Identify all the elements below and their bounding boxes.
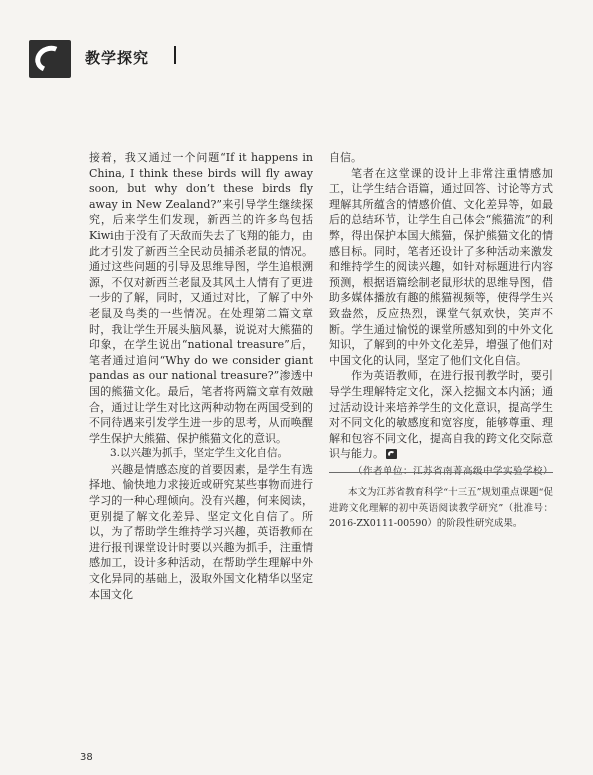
right-paragraph-2-text: 作为英语教师，在进行报刊教学时，要引导学生理解特定文化，深入挖掘文本内涵；通过活动设计来培养学生的文化意识，提高学生对不同文化的敏感度和宽容度，能够尊重、理解和包容不同文化，提高自我的跨文化交际意识与能力。 [329,369,553,461]
subheading-3: 3.以兴趣为抓手，坚定学生文化自信。 [110,447,289,460]
left-paragraph-1: 接着，我又通过一个问题“If it happens in China, I think these birds will fly away soon, but why don’t these birds fly away in New Zealand?”来引导学生继续探究，后来学生们发现，新西兰的许多鸟包括Kiwi由于没有了天敌而失去了飞翔的能力，由此才引发了新西兰全民动员捕杀老鼠的情况。通过这些问题的引导及思维导图，学生追根溯源，不仅对新西兰老鼠及其风土人情有了更进一步的了解，同时，又通过对比，了解了中外老鼠及鸟类的一些情况。在处理第二篇文章时，我让学生开展头脑风暴，说说对大熊猫的印象，在学生说出“national treasure”后，笔者通过追问“Why do we consider giant pandas as our national treasure?”渗透中国的熊猫文化。最后，笔者将两篇文章有效融合，通过让学生对比这两种动物在两国受到的不同待遇来引发学生进一步的思考，从而唤醒学生保护大熊猫、保护熊猫文化的意识。 [89,151,313,445]
right-paragraph-1: 笔者在这堂课的设计上非常注重情感加工，让学生结合语篇，通过回答、讨论等方式理解其所蕴含的情感价值、文化差异等，如最后的总结环节，让学生自己体会“熊猫流”的利弊，得出保护本国大熊猫，保护熊猫文化的情感目标。同时，笔者还设计了多种活动来激发和维持学生的阅读兴趣，如针对标题进行内容预测，根据语篇绘制老鼠形状的思维导图，借助多媒体播放有趣的熊猫视频等，使得学生兴致盎然，反应热烈，课堂气氛欢快，笑声不断。学生通过愉悦的课堂所感知到的中外文化知识，了解到的中外文化差异，增强了他们对中国文化的认同，坚定了他们文化自信。 [329,166,553,367]
right-column [329,150,553,479]
journal-logo-icon [29,40,71,78]
left-column [89,150,313,602]
right-paragraph-2 [329,368,553,462]
page-number: 38 [80,752,93,763]
left-paragraph-2: 兴趣是情感态度的首要因素，是学生有选择地、愉快地力求接近或研究某些事物而进行学习的一种心理倾向。没有兴趣，何来阅读，更别提了解文化差异、坚定文化自信了。所以，为了帮助学生维持学习兴趣，英语教师在进行报刊课堂设计时要以兴趣为抓手，注重情感加工，设计多种活动，在帮助学生理解中外文化异同的基础上，汲取外国文化精华以坚定本国文化 [89,462,313,601]
section-title: 教学探究 [85,49,150,67]
title-divider [174,46,176,64]
article-end-mark-icon [386,449,397,459]
right-paragraph-0: 自信。 [329,151,362,164]
footnote-divider [329,472,553,473]
funding-note: 本文为江苏省教育科学“十三五”规划重点课题“促进跨文化理解的初中英语阅读教学研究”（批准号：2016-ZX0111-00590）的阶段性研究成果。 [329,487,553,529]
page-header [0,0,593,80]
